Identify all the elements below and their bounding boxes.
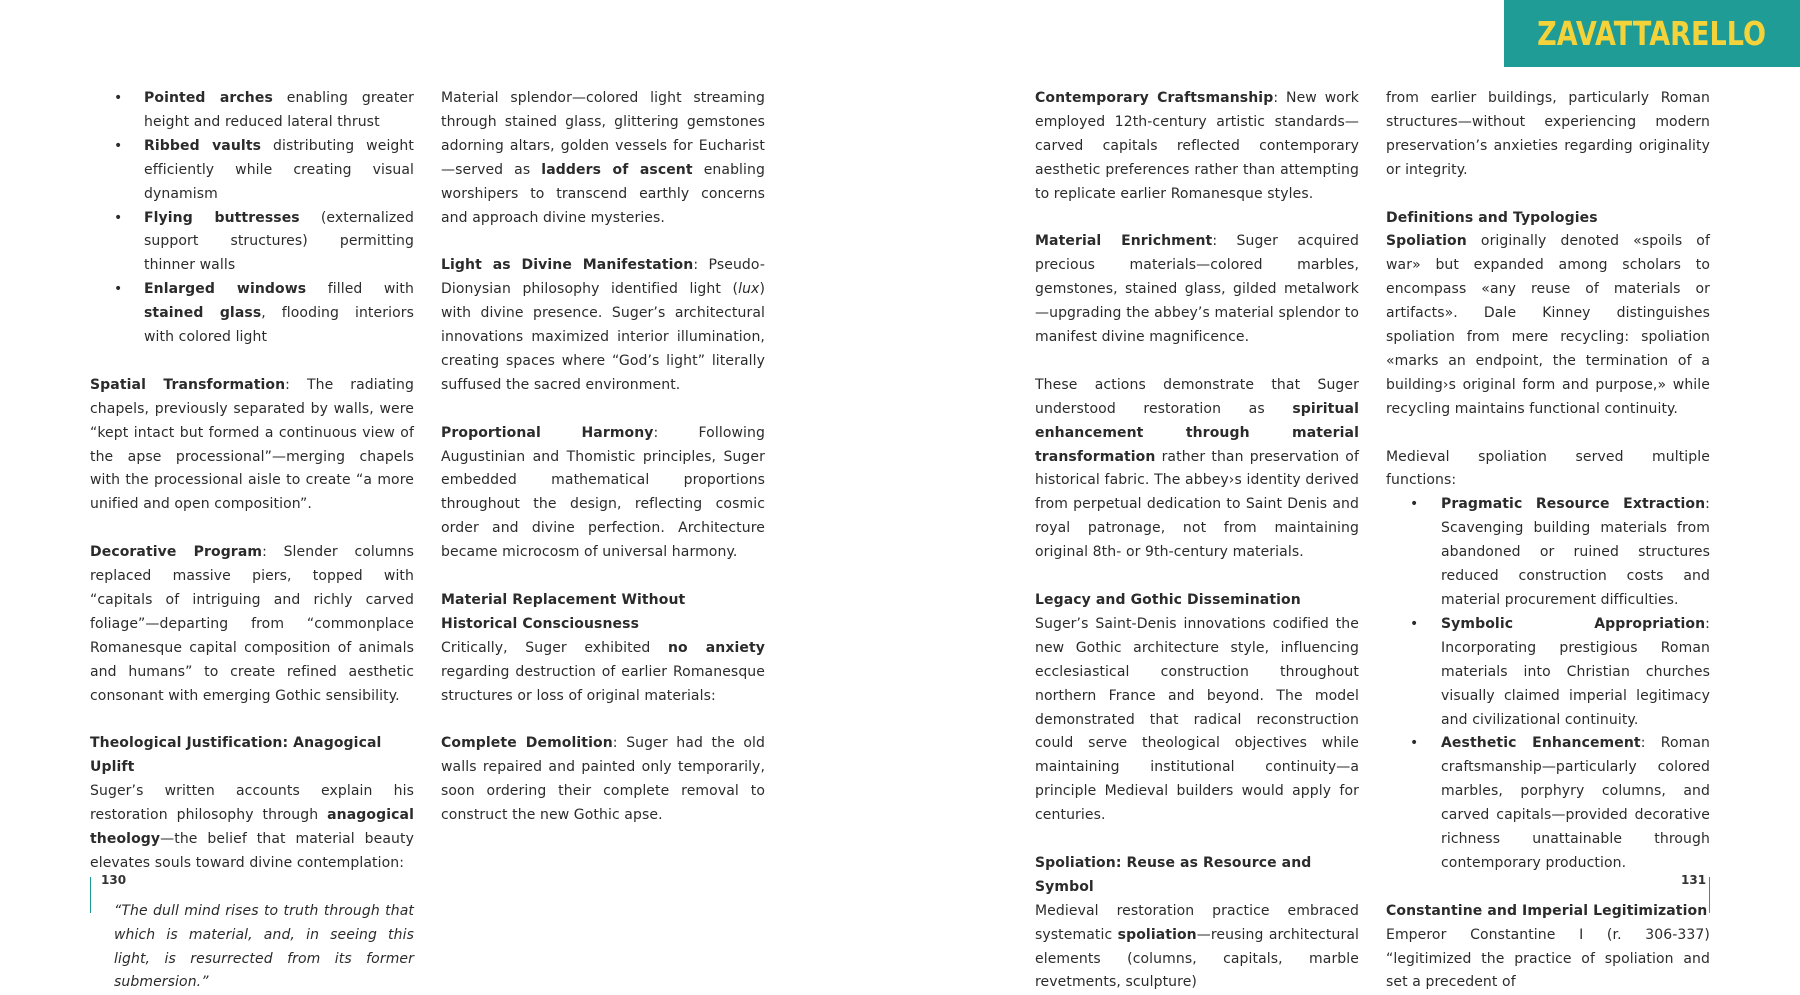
paragraph-decorative-program: Decorative Program: Slender columns replaced massive piers, topped with “capitals of intriguing and richly carved foliage”—departing from “commonplace Romanesque capital composition of animals and humans” to create refined aesthetic consonant with emerging Gothic sensibility. [90,544,414,704]
paragraph-constantine: Emperor Constantine I (r. 306-337) “legitimized the practice of spoliation and set a precedent of [1386,926,1710,991]
paragraph-actions: These actions demonstrate that Suger understood restoration as spiritual enhancement through material transformation rather than preservation of historical fabric. The abbey›s identity derived from perpetual dedication to Saint Denis and royal patronage, not from maintaining original 8th- or 9th-century materials. [1035,376,1359,561]
paragraph-functions-intro: Medieval spoliation served multiple functions: [1386,448,1710,489]
paragraph-continued: from earlier buildings, particularly Roman structures—without experiencing modern preservation’s anxieties regarding originality or integrity. [1386,90,1710,178]
paragraph-material-replacement: Critically, Suger exhibited no anxiety regarding destruction of earlier Romanesque structures or loss of original materials: [441,639,766,704]
left-column-1 [90,87,414,995]
page-number: 130 [101,873,127,887]
left-page [0,0,900,991]
page-number-rule [90,877,91,913]
list-item: • Enlarged windows filled with stained glass, flooding interiors with colored light [90,278,414,350]
left-column-2 [441,87,765,828]
page-number-rule [1709,877,1710,913]
list-item: • Pragmatic Resource Extraction: Scavenging building materials from abandoned or ruined structures reduced construction costs and material procurement difficulties. [1386,493,1710,613]
right-page [900,0,1800,991]
paragraph-material-enrichment: Material Enrichment: Suger acquired precious materials—colored marbles, gemstones, stained glass, gilded metalwork—upgrading the abbey’s material splendor to manifest divine magnificence. [1035,233,1360,346]
brand-title: ZAVATTARELLO [1537,14,1767,53]
list-item: • Ribbed vaults distributing weight efficiently while creating visual dynamism [90,135,414,207]
functions-list [1386,493,1710,876]
block-quote: “The dull mind rises to truth through that which is material, and, in seeing this light, is resurrected from its former submersion.” [114,902,414,991]
list-item: • Flying buttresses (externalized support structures) permitting thinner walls [90,207,414,279]
heading-definitions: Definitions and Typologies [1386,209,1598,226]
paragraph-contemporary-craftsmanship: Contemporary Craftsmanship: New work employed 12th-century artistic standards—carved capitals reflected contemporary aesthetic preferences rather than attempting to replicate earlier Romanesque styles. [1035,90,1359,202]
heading-theological-justification: Theological Justification: Anagogical Uplift [90,735,382,776]
heading-constantine: Constantine and Imperial Legitimization [1386,902,1708,919]
heading-spoliation: Spoliation: Reuse as Resource and Symbol [1035,854,1312,895]
right-column-2 [1386,87,1710,995]
list-item: • Symbolic Appropriation: Incorporating prestigious Roman materials into Christian churches visually claimed imperial legitimacy and civilizational continuity. [1386,613,1710,733]
paragraph-light-divine: Light as Divine Manifestation: Pseudo-Dionysian philosophy identified light (lux) with divine presence. Suger’s architectural innovations maximized interior illumination, creating spaces where “God’s light” literally suffused the sacred environment. [441,257,765,393]
paragraph-definitions: Spoliation originally denoted «spoils of war» but expanded among scholars to encompass «any reuse of materials or artifacts». Dale Kinney distinguishes spoliation from mere recycling: spoliation «marks an endpoint, the termination of a building›s original form and purpose,» while recycling maintains functional continuity. [1386,233,1710,417]
paragraph-material-splendor: Material splendor—colored light streaming through stained glass, glittering gemstones adorning altars, golden vessels for Eucharist—served as ladders of ascent enabling worshipers to transcend earthly concerns and approach divine mysteries. [441,90,765,226]
gothic-features-list [90,87,414,350]
list-item: • Pointed arches enabling greater height and reduced lateral thrust [90,87,414,135]
paragraph-complete-demolition: Complete Demolition: Suger had the old walls repaired and painted only temporarily, soon ordering their complete removal to construct the new Gothic apse. [441,735,765,824]
page-number: 131 [1681,873,1707,887]
paragraph-legacy: Suger’s Saint-Denis innovations codified the new Gothic architecture style, influencing ecclesiastical construction throughout northern France and beyond. The model demonstrated that radical reconstruction could serve theological objectives while maintaining institutional continuity—a principle Medieval builders would apply for centuries. [1035,615,1359,824]
heading-legacy: Legacy and Gothic Dissemination [1035,591,1301,608]
right-column-1 [1035,87,1359,995]
paragraph-proportional-harmony: Proportional Harmony: Following Augustinian and Thomistic principles, Suger embedded mathematical proportions throughout the design, reflecting cosmic order and divine perfection. Architecture became microcosm of universal harmony. [441,424,765,561]
paragraph-spatial-transformation: Spatial Transformation: The radiating chapels, previously separated by walls, were “kept intact but formed a continuous view of the apse processional”—merging chapels with the processional aisle to create “a more unified and open composition”. [90,376,414,513]
paragraph-spoliation: Medieval restoration practice embraced systematic spoliation—reusing architectural elements (columns, capitals, marble revetments, sculpture) [1035,902,1359,991]
paragraph-theological: Suger’s written accounts explain his restoration philosophy through anagogical theology—the belief that material beauty elevates souls toward divine contemplation: [90,783,414,871]
heading-material-replacement: Material Replacement Without Historical Consciousness [441,591,686,632]
list-item: • Aesthetic Enhancement: Roman craftsmanship—particularly colored marbles, porphyry columns, and carved capitals—provided decorative richness unattainable through contemporary production. [1386,732,1710,875]
